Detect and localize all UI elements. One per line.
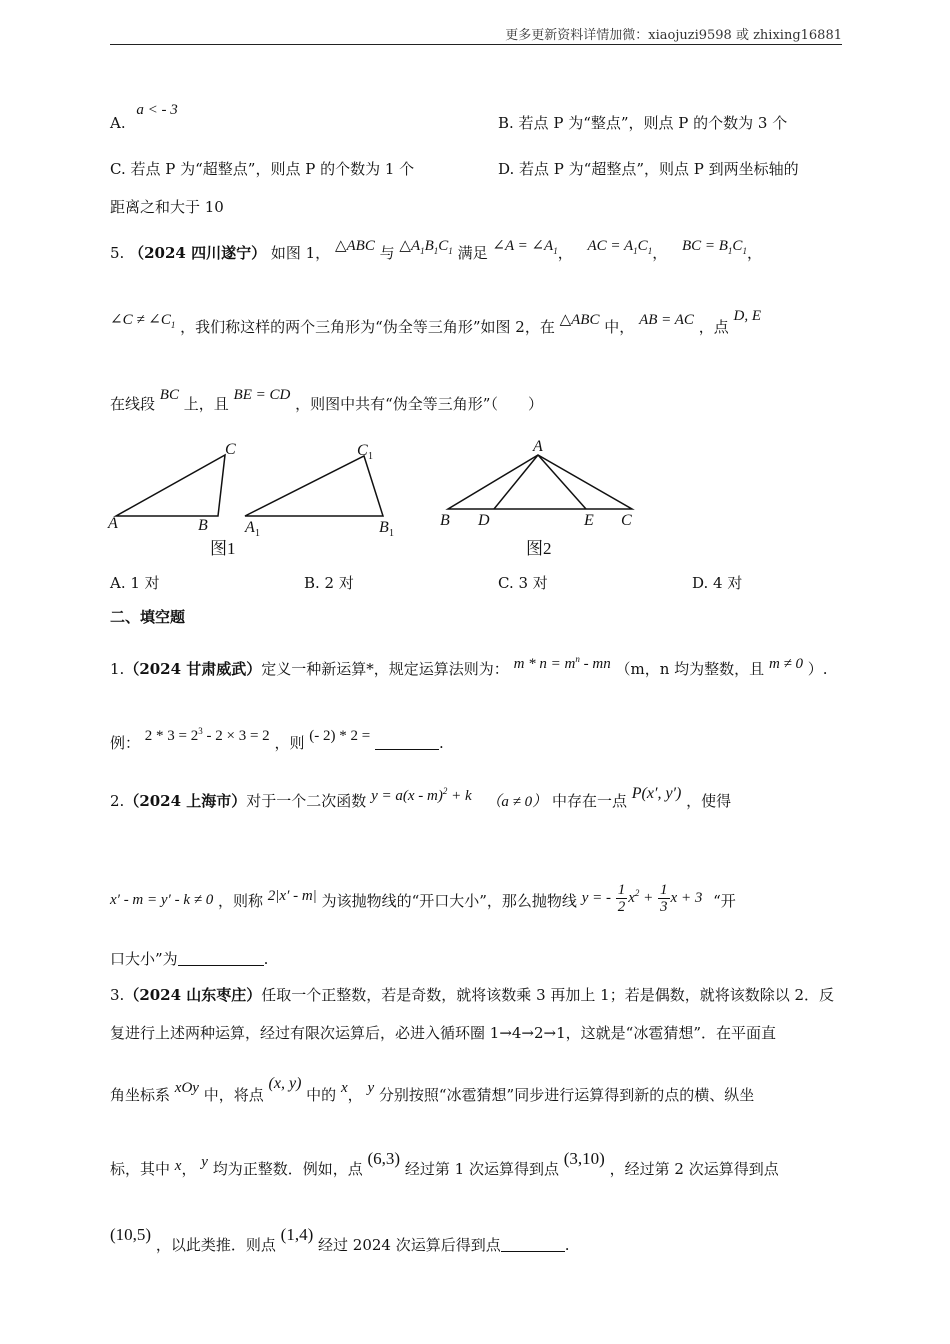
f3-line1: 3.（2024 山东枣庄）任取一个正整数，若是奇数，就将该数乘 3 再加上 1；若是偶数，就将该数除以 2．反 [110, 986, 835, 1004]
fig1-label-a: A [108, 515, 118, 532]
fig1b-label-c: C [357, 442, 368, 459]
f3-answer-blank [501, 1237, 565, 1252]
fig2-label-a: A [533, 438, 543, 455]
q4-option-a-math: a < - 3 [136, 102, 178, 118]
triangle-abc-shape [116, 455, 225, 516]
fig2-label-c: C [621, 512, 632, 529]
q4-option-c: C. 若点 P 为“超整点”，则点 P 的个数为 1 个 [110, 160, 415, 178]
figure2-triangle [440, 438, 632, 558]
f3-line5: (10,5) ，以此类推．则点 (1,4) 经过 2024 次运算后得到点 . [110, 1225, 570, 1254]
f1-answer-blank [375, 735, 439, 750]
q5-option-a: A. 1 对 [110, 574, 160, 592]
f2-line2: x′ - m = y′ - k ≠ 0 ，则称 2|x′ - m| 为该抛物线的“开口大小”，那么抛物线 y = - $\frac{1}{2}$ $x^2$ + $\frac{1}{3}$ x + 3 “开 [110, 882, 736, 915]
fig2-label-d: D [478, 512, 490, 529]
fig2-label-b: B [440, 512, 450, 529]
f2-line1: 2.（2024 上海市）对于一个二次函数 y = a(x - m)$^2$ + k （a ≠ 0） 中存在一点 P(x′, y′) ，使得 [110, 785, 732, 810]
q4-option-b: B. 若点 P 为“整点”，则点 P 的个数为 3 个 [498, 114, 788, 132]
triangle-a1b1c1-shape [245, 456, 383, 516]
section-title: 二、填空题 [110, 608, 186, 626]
q5-figures [104, 436, 664, 564]
q5-option-c: C. 3 对 [498, 574, 548, 592]
fig1b-label-a: A [245, 519, 255, 536]
fig1b-label-b: B [379, 519, 389, 536]
f1-line2: 例： $2 * 3 = 2^3 - 2 \times 3 = 2$ ，则 (- 2) * 2 = . [110, 726, 444, 752]
triangle-abc-isosceles [448, 455, 632, 509]
fig1-label-b: B [198, 517, 208, 534]
figure1-triangle-a1b1c1 [244, 442, 394, 539]
f3-line3: 角坐标系 xOy 中，将点 (x, y) 中的 x， y 分别按照“冰雹猜想”同步进行运算得到新的点的横、纵坐 [110, 1075, 755, 1104]
fig1-label-c: C [225, 441, 236, 458]
q5-option-b: B. 2 对 [304, 574, 354, 592]
svg-text:1: 1 [389, 528, 394, 539]
figure1-triangle-abc [107, 441, 236, 558]
f2-line3: 口大小”为 . [110, 950, 269, 968]
svg-text:1: 1 [255, 528, 260, 539]
header-divider [110, 44, 842, 45]
q5-option-d: D. 4 对 [692, 574, 743, 592]
f3-line2: 复进行上述两种运算，经过有限次运算后，必进入循环圈 1→4→2→1，这就是“冰雹猜想”．在平面直 [110, 1024, 776, 1042]
segment-ad [494, 455, 538, 509]
fig2-label-e: E [584, 512, 594, 529]
f2-source: （2024 上海市） [124, 792, 247, 810]
f3-source: （2024 山东枣庄） [124, 986, 262, 1004]
f1-source: （2024 甘肃威武） [124, 660, 262, 678]
f3-line4: 标，其中 x， y 均为正整数．例如，点 (6,3) 经过第 1 次运算得到点 (3,10) ，经过第 2 次运算得到点 [110, 1149, 779, 1178]
svg-text:1: 1 [368, 451, 373, 462]
f1-line1: 1.（2024 甘肃威武）定义一种新运算*，规定运算法则为： $m * n = m^n$ - mn （m，n 均为整数，且 m ≠ 0 ）. [110, 654, 828, 678]
q5-line2: ∠C ≠ $\angle C_1$ ，我们称这样的两个三角形为“伪全等三角形”如图 2，在 △ABC 中， AB = AC ，点 D, E [110, 308, 761, 336]
q4-option-d: D. 若点 P 为“超整点”，则点 P 到两坐标轴的 [498, 160, 799, 178]
q5-source: （2024 四川遂宁） [129, 244, 267, 262]
q4-option-a: A. a < - 3 [110, 102, 178, 132]
q5-line3: 在线段 BC 上，且 BE = CD ，则图中共有“伪全等三角形”（ ） [110, 387, 543, 413]
page-header: 更多更新资料详情加微：xiaojuzi9598 或 zhixing16881 [505, 28, 842, 43]
segment-ae [538, 455, 586, 509]
q4-option-d-cont: 距离之和大于 10 [110, 198, 224, 216]
q5-line1: 5. （2024 四川遂宁） 如图 1， △ABC 与 $\triangle A_1B_1C_1$ 满足 ∠A = $\angle A_1$， AC = $A_1C_1$， BC = $B_1C_1$， [110, 238, 762, 262]
f2-answer-blank [178, 951, 264, 966]
figure2-caption: 图2 [526, 539, 552, 558]
figure1-caption: 图1 [210, 539, 236, 558]
